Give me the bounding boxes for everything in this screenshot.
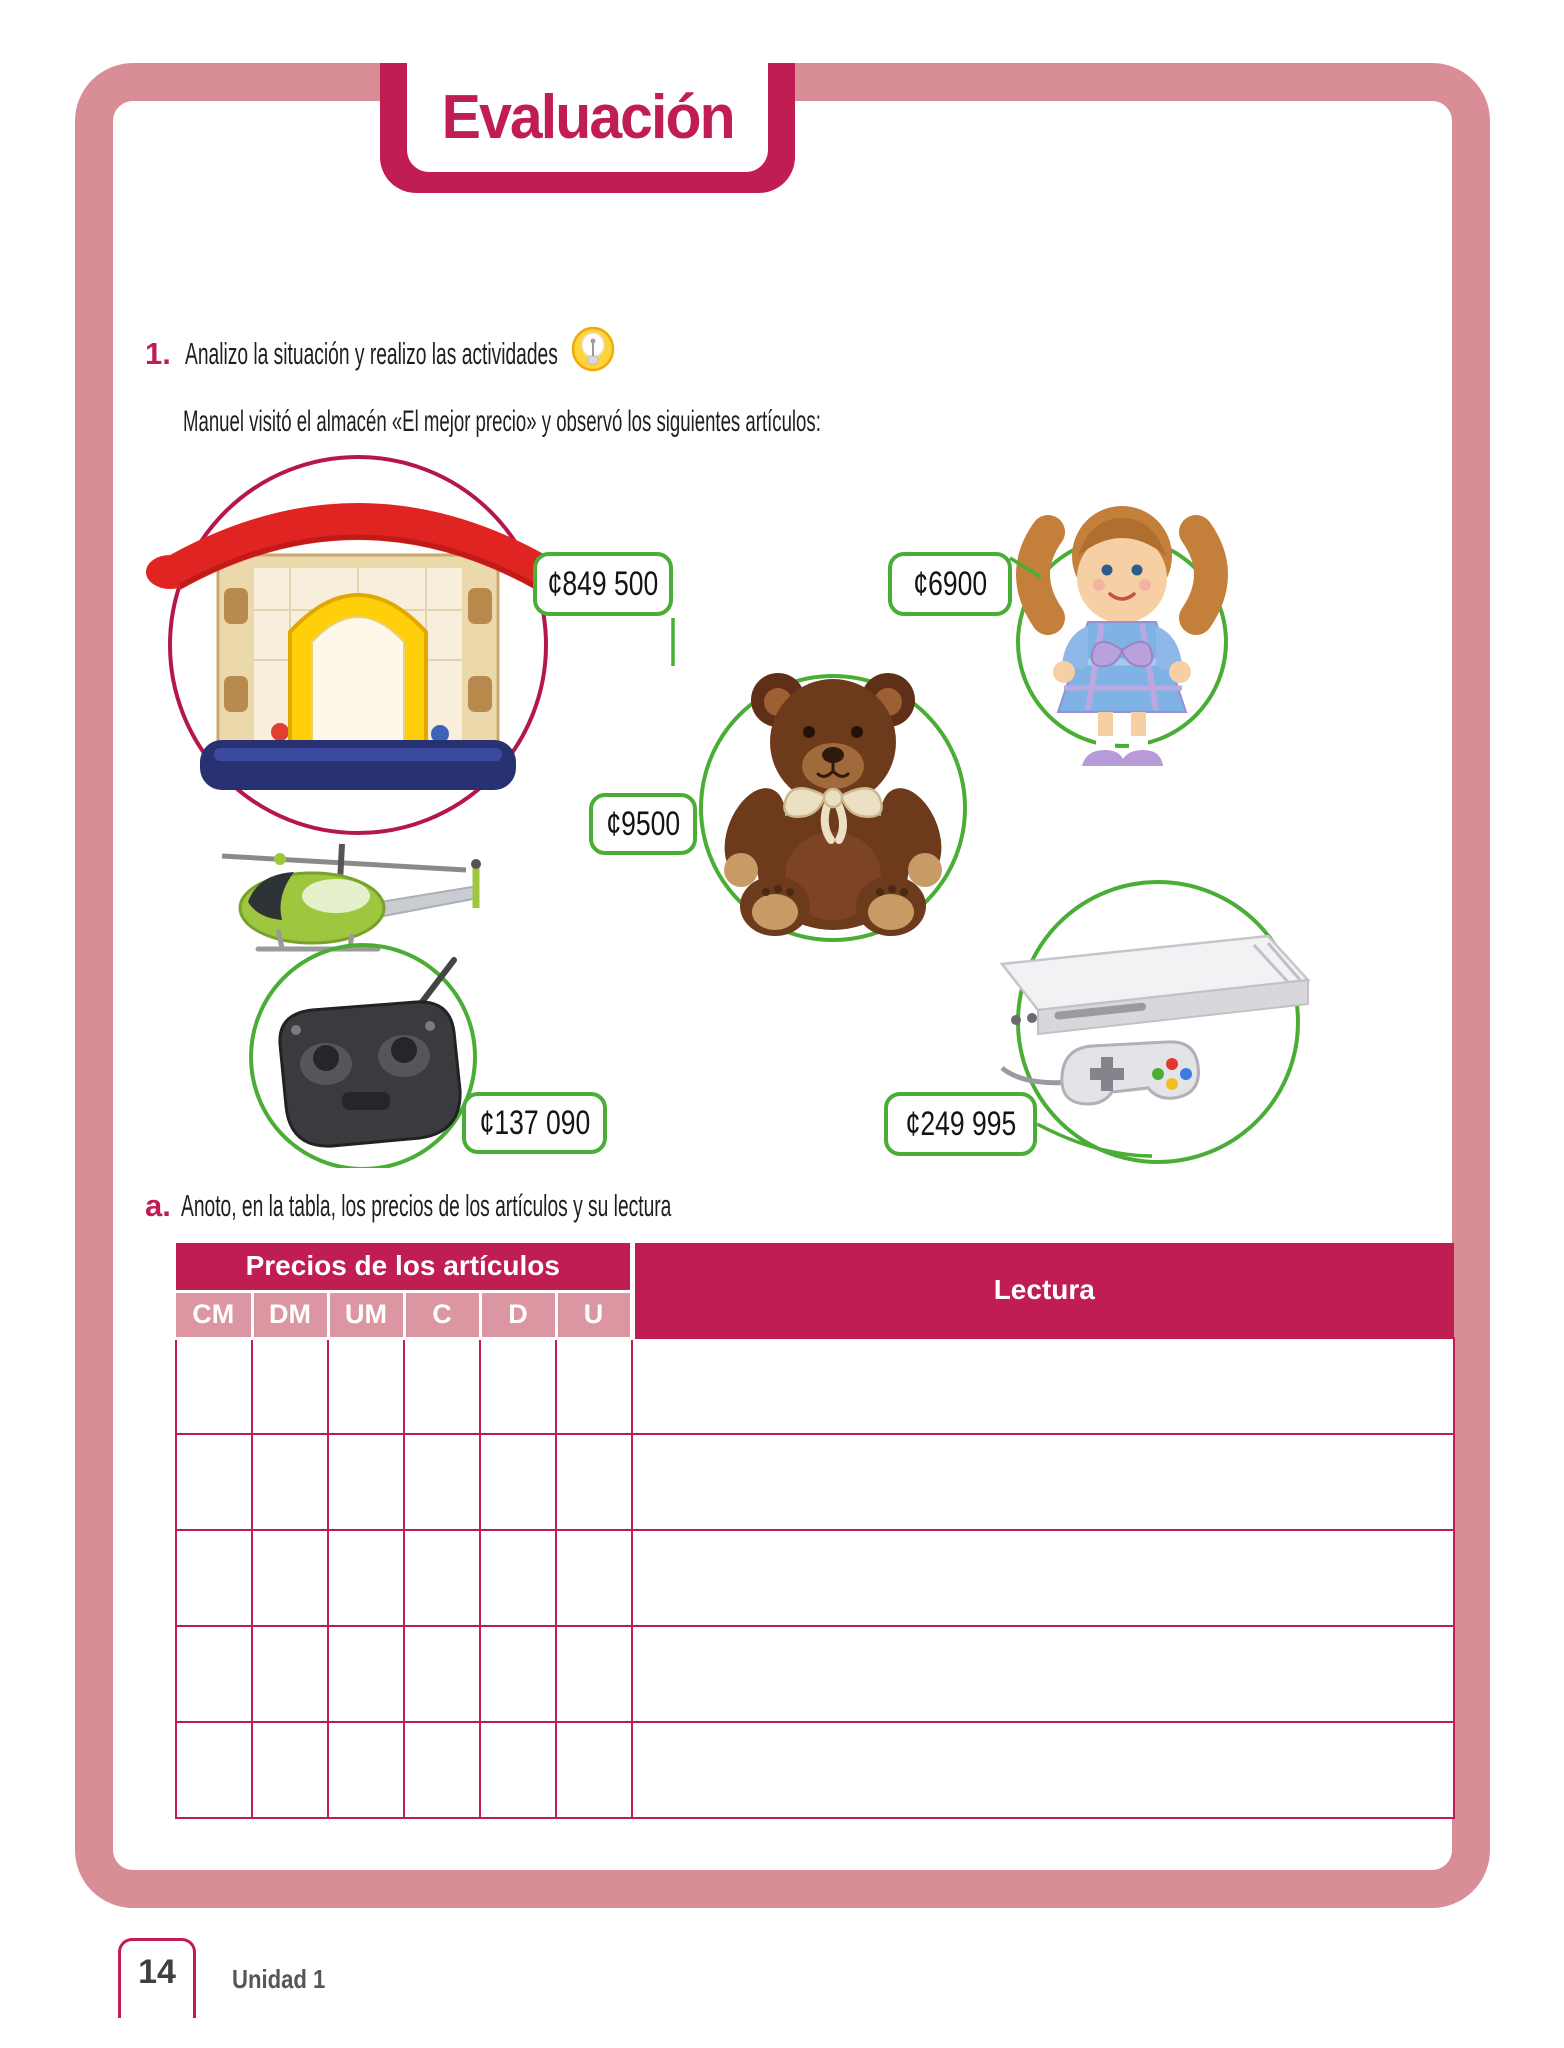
price-table bbox=[175, 1243, 1455, 1819]
game-console-illustration bbox=[1002, 936, 1308, 1104]
table-cell bbox=[556, 1626, 632, 1722]
prices-group-header: Precios de los artículos bbox=[176, 1243, 632, 1291]
table-cell bbox=[404, 1434, 480, 1530]
teddy-bear-illustration bbox=[713, 673, 954, 936]
table-cell-lectura bbox=[632, 1530, 1454, 1626]
table-cell bbox=[480, 1434, 556, 1530]
part-a-label: a. bbox=[145, 1188, 171, 1223]
table-cell bbox=[556, 1338, 632, 1434]
bounce-house-illustration bbox=[146, 503, 570, 790]
table-cell-lectura bbox=[632, 1434, 1454, 1530]
question-number: 1. bbox=[145, 336, 171, 371]
table-cell bbox=[480, 1626, 556, 1722]
table-cell bbox=[252, 1530, 328, 1626]
col-header-cm: CM bbox=[176, 1291, 252, 1338]
part-a-text: Anoto, en la tabla, los precios de los artículos y su lectura bbox=[181, 1188, 672, 1223]
table-row bbox=[176, 1530, 1454, 1626]
col-header-um: UM bbox=[328, 1291, 404, 1338]
rc-helicopter-illustration bbox=[222, 844, 481, 949]
table-cell bbox=[252, 1722, 328, 1818]
table-cell bbox=[176, 1722, 252, 1818]
col-header-d: D bbox=[480, 1291, 556, 1338]
price-leader-line bbox=[1037, 1124, 1152, 1156]
table-cell bbox=[328, 1626, 404, 1722]
table-row bbox=[176, 1434, 1454, 1530]
table-cell bbox=[480, 1530, 556, 1626]
price-tag-rc-helicopter: ¢137 090 bbox=[462, 1092, 607, 1154]
table-cell bbox=[176, 1338, 252, 1434]
table-cell bbox=[176, 1626, 252, 1722]
table-cell bbox=[176, 1530, 252, 1626]
lectura-header: Lectura bbox=[632, 1243, 1454, 1338]
price-tag-game-console: ¢249 995 bbox=[884, 1092, 1037, 1156]
table-cell-lectura bbox=[632, 1338, 1454, 1434]
table-cell bbox=[328, 1434, 404, 1530]
table-cell bbox=[556, 1434, 632, 1530]
table-row bbox=[176, 1722, 1454, 1818]
table-cell-lectura bbox=[632, 1722, 1454, 1818]
table-cell bbox=[252, 1338, 328, 1434]
table-cell bbox=[404, 1530, 480, 1626]
evaluation-header-tab bbox=[380, 63, 795, 193]
table-cell bbox=[404, 1338, 480, 1434]
table-cell bbox=[328, 1530, 404, 1626]
table-cell bbox=[556, 1530, 632, 1626]
price-tag-bounce-house: ¢849 500 bbox=[533, 552, 673, 616]
page-title: Evaluación bbox=[441, 83, 734, 152]
table-row bbox=[176, 1626, 1454, 1722]
lightbulb-icon bbox=[570, 326, 616, 384]
remote-control-illustration bbox=[280, 960, 460, 1146]
page-number-box bbox=[118, 1938, 196, 2018]
toys-illustration bbox=[130, 440, 1460, 1168]
table-cell bbox=[404, 1626, 480, 1722]
table-cell-lectura bbox=[632, 1626, 1454, 1722]
table-cell bbox=[556, 1722, 632, 1818]
col-header-dm: DM bbox=[252, 1291, 328, 1338]
price-tag-doll: ¢6900 bbox=[888, 552, 1012, 616]
table-row bbox=[176, 1338, 1454, 1434]
page-number: 14 bbox=[138, 1953, 176, 1991]
table-cell bbox=[480, 1338, 556, 1434]
question-text: Analizo la situación y realizo las actividades bbox=[185, 336, 558, 371]
table-cell bbox=[328, 1722, 404, 1818]
table-cell bbox=[404, 1722, 480, 1818]
table-cell bbox=[252, 1434, 328, 1530]
situation-intro: Manuel visitó el almacén «El mejor precio» y observó los siguientes artículos: bbox=[183, 405, 821, 438]
unit-label: Unidad 1 bbox=[232, 1964, 326, 1994]
table-cell bbox=[480, 1722, 556, 1818]
table-cell bbox=[176, 1434, 252, 1530]
table-cell bbox=[252, 1626, 328, 1722]
table-cell bbox=[328, 1338, 404, 1434]
col-header-c: C bbox=[404, 1291, 480, 1338]
price-tag-teddy-bear: ¢9500 bbox=[589, 793, 697, 855]
col-header-u: U bbox=[556, 1291, 632, 1338]
